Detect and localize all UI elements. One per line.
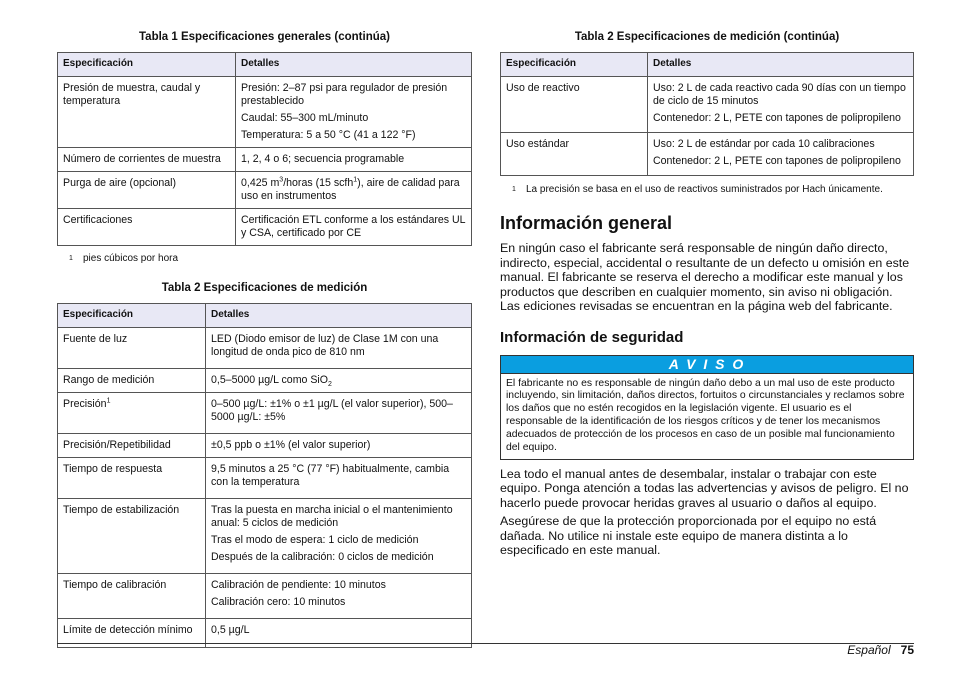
table-cell-spec: Uso de reactivo bbox=[501, 77, 648, 133]
detail-text: ), aire de calidad para uso en instrumentos bbox=[241, 177, 460, 202]
table2-caption: Tabla 2 Especificaciones de medición bbox=[161, 282, 368, 294]
table-cell-details bbox=[206, 574, 472, 619]
table-cell-details bbox=[648, 133, 914, 176]
table-cell-spec: Tiempo de estabilización bbox=[58, 499, 206, 574]
footnote-mark: 1 bbox=[69, 255, 73, 262]
detail-line: Uso: 2 L de estándar por cada 10 calibraciones bbox=[653, 138, 875, 150]
table-cell-details: LED (Diodo emisor de luz) de Clase 1M con una longitud de onda pico de 810 nm bbox=[206, 328, 472, 369]
right-column bbox=[500, 30, 914, 558]
table-cell-spec: Uso estándar bbox=[501, 133, 648, 176]
detail-line: Contenedor: 2 L, PETE con tapones de polipropileno bbox=[653, 112, 901, 124]
table-row bbox=[58, 148, 472, 172]
table-cell-details bbox=[236, 77, 472, 148]
left-column bbox=[57, 30, 472, 648]
footer-language: Español bbox=[847, 643, 891, 657]
footnote-text: pies cúbicos por hora bbox=[83, 253, 179, 264]
table-cell-spec: Número de corrientes de muestra bbox=[58, 148, 236, 172]
table-cell-spec: Precisión/Repetibilidad bbox=[58, 434, 206, 458]
table2cont-caption: Tabla 2 Especificaciones de medición (continúa) bbox=[574, 31, 840, 43]
table-cell-spec: Límite de detección mínimo bbox=[58, 619, 206, 648]
table-cell-details: 9,5 minutos a 25 °C (77 °F) habitualmente, cambia con la temperatura bbox=[206, 458, 472, 499]
table-cell-spec: Presión de muestra, caudal y temperatura bbox=[58, 77, 236, 148]
subscript: 2 bbox=[328, 381, 332, 389]
detail-line: Después de la calibración: 0 ciclos de medición bbox=[211, 551, 434, 563]
footer-divider bbox=[57, 643, 914, 644]
detail-line: Temperatura: 5 a 50 °C (41 a 122 °F) bbox=[241, 129, 416, 141]
table1-general-specs bbox=[57, 52, 472, 246]
detail-line: Tras la puesta en marcha inicial o el mantenimiento anual: 5 ciclos de medición bbox=[211, 504, 453, 529]
footnote-ref: 1 bbox=[353, 176, 358, 184]
table-row bbox=[58, 172, 472, 209]
detail-line: Caudal: 55–300 mL/minuto bbox=[241, 112, 369, 124]
detail-text: 0,425 m bbox=[241, 177, 280, 189]
detail-line: Tras el modo de espera: 1 ciclo de medición bbox=[211, 534, 419, 546]
detail-text: /horas (15 scfh bbox=[283, 177, 354, 189]
table2cont-measurement-specs bbox=[500, 52, 914, 176]
table-row bbox=[58, 393, 472, 434]
page-number: 75 bbox=[900, 643, 914, 657]
footnote-text: La precisión se basa en el uso de reactivos suministrados por Hach únicamente. bbox=[526, 184, 883, 195]
table-row bbox=[58, 77, 472, 148]
table-cell-details bbox=[206, 369, 472, 393]
detail-line: Presión: 2–87 psi para regulador de presión prestablecido bbox=[241, 82, 448, 107]
table2cont-footnote bbox=[500, 183, 914, 196]
table-cell-details: 0–500 µg/L: ±1% o ±1 µg/L (el valor superior), 500–5000 µg/L: ±5% bbox=[206, 393, 472, 434]
table-row bbox=[58, 434, 472, 458]
table-cell-spec: Fuente de luz bbox=[58, 328, 206, 369]
table-cell-spec: Tiempo de respuesta bbox=[58, 458, 206, 499]
footnote-ref: 1 bbox=[106, 397, 111, 405]
warning-text: El fabricante no es responsable de ningún daño debo a un mal uso de este producto incluyendo, sin limitación, daños directos, fortuitos o circunstanciales y reclamos sobre los daños que no estén recogidos en la legislación vigente. El usuario es el responsable de la identificación de los riesgos críticos y de tener los mecanismos adecuados de protección de los procesos en caso de un posible mal funcionamiento del equipo. bbox=[506, 377, 905, 454]
warning-heading: A V I S O bbox=[501, 356, 913, 374]
table2-header-details: Detalles bbox=[206, 304, 472, 328]
detail-line: Calibración de pendiente: 10 minutos bbox=[211, 579, 386, 591]
table2cont-header-details: Detalles bbox=[648, 53, 914, 77]
table-cell-spec bbox=[58, 393, 206, 434]
table1-caption: Tabla 1 Especificaciones generales (continúa) bbox=[139, 31, 390, 43]
detail-text: 0,5–5000 µg/L como SiO bbox=[211, 374, 329, 386]
table1-header-spec: Especificación bbox=[58, 53, 236, 77]
table-cell-details bbox=[648, 77, 914, 133]
table-row bbox=[58, 369, 472, 393]
general-info-paragraph: En ningún caso el fabricante será responsable de ningún daño directo, indirecto, especial, accidental o resultante de un defecto u omisión en este manual. El fabricante se reserva el derecho a modificar este manual y los productos que describen en cualquier momento, sin aviso ni obligación. Las ediciones revisadas se encuentran en la página web del fabricante. bbox=[500, 241, 910, 313]
table-row bbox=[58, 458, 472, 499]
safety-paragraph-read-manual: Lea todo el manual antes de desembalar, instalar o trabajar con este equipo. Ponga atención a todas las advertencias y avisos de peligro. El no hacerlo puede provocar heridas graves al usuario o daños al equipo. bbox=[500, 466, 909, 510]
detail-line: Contenedor: 2 L, PETE con tapones de polipropileno bbox=[653, 155, 901, 167]
detail-line: Calibración cero: 10 minutos bbox=[211, 596, 346, 608]
table-cell-spec: Rango de medición bbox=[58, 369, 206, 393]
table-row bbox=[58, 499, 472, 574]
warning-box bbox=[500, 355, 914, 460]
table2cont-header-spec: Especificación bbox=[501, 53, 648, 77]
detail-line: Uso: 2 L de cada reactivo cada 90 días con un tiempo de ciclo de 15 minutos bbox=[653, 82, 906, 107]
footnote-mark: 1 bbox=[512, 186, 516, 193]
table-cell-spec: Purga de aire (opcional) bbox=[58, 172, 236, 209]
table2-measurement-specs bbox=[57, 303, 472, 648]
table-cell-spec: Certificaciones bbox=[58, 209, 236, 246]
table-cell-spec: Tiempo de calibración bbox=[58, 574, 206, 619]
spec-text: Precisión bbox=[63, 398, 107, 410]
table-row bbox=[58, 574, 472, 619]
section-title-safety-info: Información de seguridad bbox=[500, 328, 684, 346]
table-cell-details bbox=[236, 172, 472, 209]
table1-header-details: Detalles bbox=[236, 53, 472, 77]
table-row bbox=[501, 133, 914, 176]
table2-header-spec: Especificación bbox=[58, 304, 206, 328]
page-footer bbox=[847, 642, 914, 658]
superscript: 3 bbox=[279, 176, 284, 184]
safety-paragraph-protection: Asegúrese de que la protección proporcionada por el equipo no está dañada. No utilice ni instale este equipo de manera distinta a lo especificado en este manual. bbox=[500, 514, 877, 558]
table-cell-details: 1, 2, 4 o 6; secuencia programable bbox=[236, 148, 472, 172]
table-cell-details: Certificación ETL conforme a los estándares UL y CSA, certificado por CE bbox=[236, 209, 472, 246]
section-title-general-info: Información general bbox=[500, 213, 673, 233]
table-cell-details: 0,5 µg/L bbox=[206, 619, 472, 648]
table-cell-details bbox=[206, 499, 472, 574]
table-row bbox=[501, 77, 914, 133]
table-row bbox=[58, 209, 472, 246]
table1-footnote bbox=[57, 252, 472, 265]
table-cell-details: ±0,5 ppb o ±1% (el valor superior) bbox=[206, 434, 472, 458]
table-row bbox=[58, 328, 472, 369]
